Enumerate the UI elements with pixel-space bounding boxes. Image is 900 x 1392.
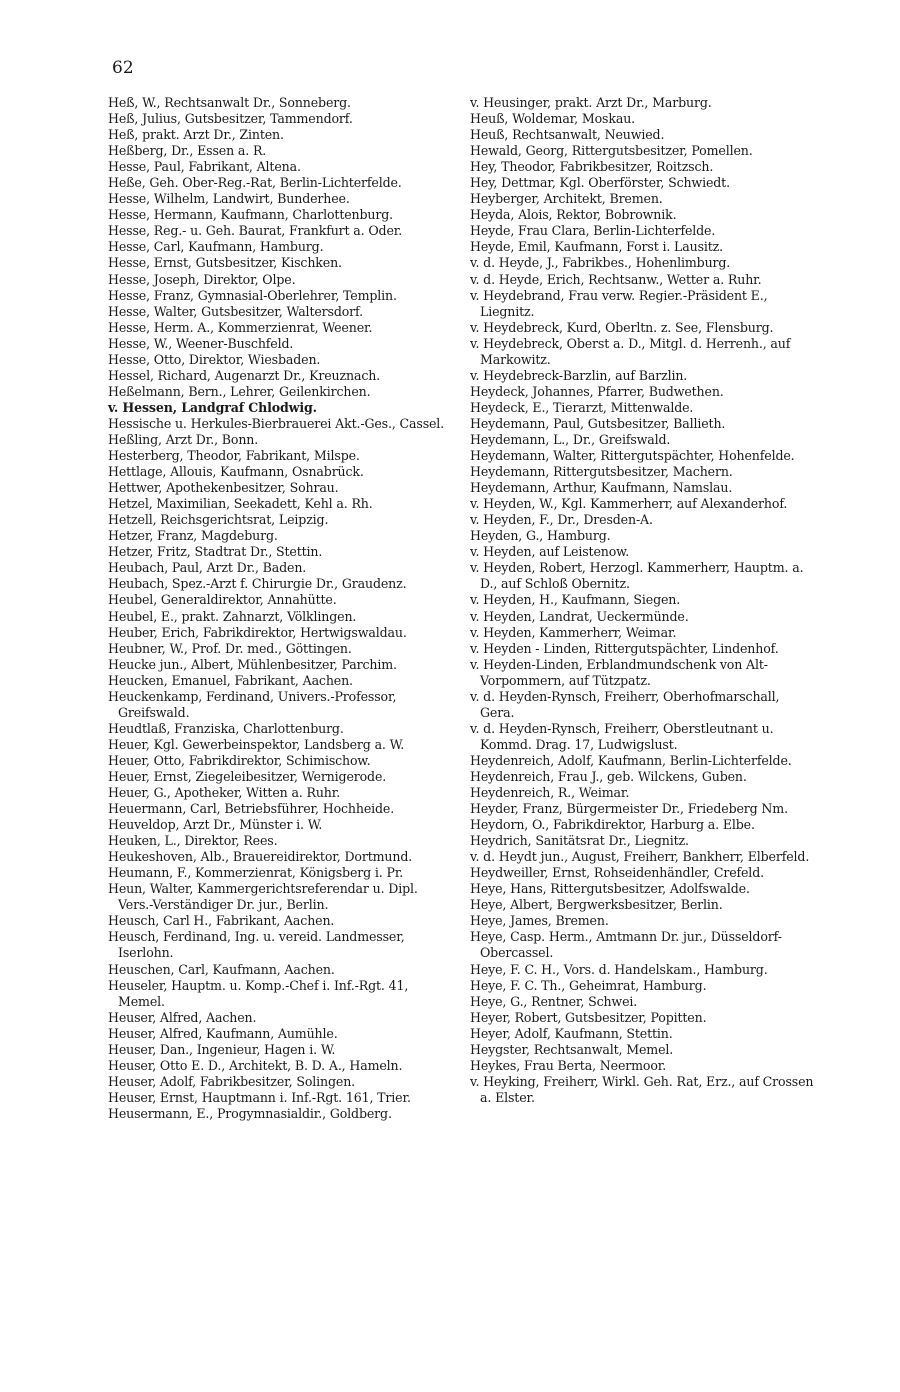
list-item: Hesse, Hermann, Kaufmann, Charlottenburg. bbox=[108, 207, 394, 223]
list-item: Heyer, Robert, Gutsbesitzer, Popitten. bbox=[470, 1009, 707, 1025]
list-item: Heusermann, E., Progymnasialdir., Goldberg. bbox=[108, 1105, 392, 1121]
list-item: Heye, Hans, Rittergutsbesitzer, Adolfswalde. bbox=[470, 881, 750, 897]
list-item: Heye, Albert, Bergwerksbesitzer, Berlin. bbox=[470, 897, 723, 913]
list-item: Heuer, Otto, Fabrikdirektor, Schimischow. bbox=[108, 752, 371, 768]
list-item: Heye, Casp. Herm., Amtmann Dr. jur., Düsseldorf-Obercassel. bbox=[470, 929, 782, 961]
list-item: v. d. Heyden-Rynsch, Freiherr, Oberstleutnant u. Kommd. Drag. 17, Ludwigslust. bbox=[470, 720, 774, 752]
list-item: v. Heyden-Linden, Erblandmundschenk von Alt-Vorpommern, auf Tützpatz. bbox=[470, 656, 768, 688]
list-item: Heyden, G., Hamburg. bbox=[470, 528, 611, 544]
right-column bbox=[470, 95, 815, 1106]
list-item: Heyde, Emil, Kaufmann, Forst i. Lausitz. bbox=[470, 239, 724, 255]
list-item: v. d. Heyde, Erich, Rechtsanw., Wetter a. Ruhr. bbox=[470, 271, 762, 287]
list-item: Heuken, L., Direktor, Rees. bbox=[108, 833, 278, 849]
list-item: v. Heydebreck-Barzlin, auf Barzlin. bbox=[470, 367, 688, 383]
list-item: Hetzer, Franz, Magdeburg. bbox=[108, 528, 278, 544]
list-item: v. Heyden, H., Kaufmann, Siegen. bbox=[470, 592, 681, 608]
list-item: Heye, G., Rentner, Schwei. bbox=[470, 993, 638, 1009]
list-item: Heuer, Kgl. Gewerbeinspektor, Landsberg a. W. bbox=[108, 736, 405, 752]
list-item: Heusch, Carl H., Fabrikant, Aachen. bbox=[108, 913, 335, 929]
list-item: Hettlage, Allouis, Kaufmann, Osnabrück. bbox=[108, 464, 364, 480]
list-item: Hesse, Walter, Gutsbesitzer, Waltersdorf. bbox=[108, 303, 363, 319]
list-item: Heuschen, Carl, Kaufmann, Aachen. bbox=[108, 961, 335, 977]
list-item: Heydenreich, R., Weimar. bbox=[470, 785, 630, 801]
list-item: Heusch, Ferdinand, Ing. u. vereid. Landmesser, Iserlohn. bbox=[108, 929, 405, 961]
list-item: Heuermann, Carl, Betriebsführer, Hochheide. bbox=[108, 801, 395, 817]
list-item: Heuß, Rechtsanwalt, Neuwied. bbox=[470, 127, 665, 143]
page-number: 62 bbox=[112, 58, 134, 78]
list-item: Heuser, Adolf, Fabrikbesitzer, Solingen. bbox=[108, 1073, 356, 1089]
list-item: Heumann, F., Kommerzienrat, Königsberg i. Pr. bbox=[108, 865, 404, 881]
list-item: v. Heyden - Linden, Rittergutspächter, Lindenhof. bbox=[470, 640, 779, 656]
list-item: Heyer, Adolf, Kaufmann, Stettin. bbox=[470, 1025, 673, 1041]
list-item: Heuser, Otto E. D., Architekt, B. D. A., Hameln. bbox=[108, 1057, 403, 1073]
list-item: Hetzer, Fritz, Stadtrat Dr., Stettin. bbox=[108, 544, 323, 560]
list-item: Heydemann, Walter, Rittergutspächter, Hohenfelde. bbox=[470, 448, 795, 464]
list-item: v. Heydebrand, Frau verw. Regier.-Präsident E., Liegnitz. bbox=[470, 287, 768, 319]
list-item: Heydweiller, Ernst, Rohseidenhändler, Crefeld. bbox=[470, 865, 764, 881]
list-item: Heye, James, Bremen. bbox=[470, 913, 609, 929]
list-item: Heuser, Dan., Ingenieur, Hagen i. W. bbox=[108, 1041, 336, 1057]
list-item: Hettwer, Apothekenbesitzer, Sohrau. bbox=[108, 480, 339, 496]
list-item: Heubel, Generaldirektor, Annahütte. bbox=[108, 592, 337, 608]
list-item: Hesse, Reg.- u. Geh. Baurat, Frankfurt a. Oder. bbox=[108, 223, 403, 239]
list-item: Heydemann, L., Dr., Greifswald. bbox=[470, 431, 671, 447]
list-item: Hesse, Ernst, Gutsbesitzer, Kischken. bbox=[108, 255, 342, 271]
list-item: Heydemann, Arthur, Kaufmann, Namslau. bbox=[470, 480, 733, 496]
list-item: v. Heydebreck, Kurd, Oberltn. z. See, Flensburg. bbox=[470, 319, 774, 335]
list-item: v. Heyden, Kammerherr, Weimar. bbox=[470, 624, 677, 640]
list-item: Heubach, Paul, Arzt Dr., Baden. bbox=[108, 560, 307, 576]
list-item: Heyberger, Architekt, Bremen. bbox=[470, 191, 663, 207]
list-item: Heucken, Emanuel, Fabrikant, Aachen. bbox=[108, 672, 353, 688]
list-item: Heukeshoven, Alb., Brauereidirektor, Dortmund. bbox=[108, 849, 413, 865]
list-item: Heye, F. C. H., Vors. d. Handelskam., Hamburg. bbox=[470, 961, 768, 977]
list-item: Heydenreich, Frau J., geb. Wilckens, Guben. bbox=[470, 768, 747, 784]
list-item: Heuseler, Hauptm. u. Komp.-Chef i. Inf.-Rgt. 41, Memel. bbox=[108, 977, 409, 1009]
list-item: v. Heyden, Robert, Herzogl. Kammerherr, Hauptm. a. D., auf Schloß Obernitz. bbox=[470, 560, 804, 592]
list-item: Hewald, Georg, Rittergutsbesitzer, Pomellen. bbox=[470, 143, 753, 159]
list-item: Hesse, Wilhelm, Landwirt, Bunderhee. bbox=[108, 191, 350, 207]
list-item: Hetzel, Maximilian, Seekadett, Kehl a. Rh. bbox=[108, 496, 373, 512]
list-item: Hesse, Franz, Gymnasial-Oberlehrer, Templin. bbox=[108, 287, 397, 303]
list-item: Heuser, Alfred, Kaufmann, Aumühle. bbox=[108, 1025, 338, 1041]
list-item: Heuveldop, Arzt Dr., Münster i. W. bbox=[108, 817, 323, 833]
list-item: Heyda, Alois, Rektor, Bobrownik. bbox=[470, 207, 677, 223]
list-item: Hesse, Joseph, Direktor, Olpe. bbox=[108, 271, 296, 287]
list-item: Heydrich, Sanitätsrat Dr., Liegnitz. bbox=[470, 833, 689, 849]
list-item: Heße, Geh. Ober-Reg.-Rat, Berlin-Lichterfelde. bbox=[108, 175, 402, 191]
list-item: Heuber, Erich, Fabrikdirektor, Hertwigswaldau. bbox=[108, 624, 407, 640]
list-item: Heydenreich, Adolf, Kaufmann, Berlin-Lichterfelde. bbox=[470, 752, 792, 768]
list-item: Heydemann, Rittergutsbesitzer, Machern. bbox=[470, 464, 733, 480]
list-item: Heucke jun., Albert, Mühlenbesitzer, Parchim. bbox=[108, 656, 397, 672]
list-item: v. Heyden, Landrat, Ueckermünde. bbox=[470, 608, 689, 624]
list-item: Heß, Julius, Gutsbesitzer, Tammendorf. bbox=[108, 111, 353, 127]
list-item: Heßberg, Dr., Essen a. R. bbox=[108, 143, 267, 159]
list-item: Heuer, Ernst, Ziegeleibesitzer, Wernigerode. bbox=[108, 768, 387, 784]
list-item: Heuser, Alfred, Aachen. bbox=[108, 1009, 257, 1025]
list-item: Heye, F. C. Th., Geheimrat, Hamburg. bbox=[470, 977, 707, 993]
list-item: v. Heusinger, prakt. Arzt Dr., Marburg. bbox=[470, 95, 712, 110]
list-item: Hesse, Herm. A., Kommerzienrat, Weener. bbox=[108, 319, 373, 335]
list-item: Heß, prakt. Arzt Dr., Zinten. bbox=[108, 127, 284, 143]
list-item: Heygster, Rechtsanwalt, Memel. bbox=[470, 1041, 674, 1057]
list-item: Hessische u. Herkules-Bierbrauerei Akt.-Ges., Cassel. bbox=[108, 415, 445, 431]
list-item: v. d. Heyden-Rynsch, Freiherr, Oberhofmarschall, Gera. bbox=[470, 688, 780, 720]
list-item: Heyder, Franz, Bürgermeister Dr., Friedeberg Nm. bbox=[470, 801, 788, 817]
list-item: Heubner, W., Prof. Dr. med., Göttingen. bbox=[108, 640, 352, 656]
list-item: v. Heydebreck, Oberst a. D., Mitgl. d. Herrenh., auf Markowitz. bbox=[470, 335, 791, 367]
list-item: Heykes, Frau Berta, Neermoor. bbox=[470, 1057, 667, 1073]
list-item: v. d. Heydt jun., August, Freiherr, Bankherr, Elberfeld. bbox=[470, 849, 810, 865]
list-item: Hessel, Richard, Augenarzt Dr., Kreuznach. bbox=[108, 367, 381, 383]
list-item: Hey, Theodor, Fabrikbesitzer, Roitzsch. bbox=[470, 159, 714, 175]
list-item: Heudtlaß, Franziska, Charlottenburg. bbox=[108, 720, 344, 736]
list-item: Heun, Walter, Kammergerichtsreferendar u. Dipl. Vers.-Verständiger Dr. jur., Berlin. bbox=[108, 881, 418, 913]
list-item: Hesse, Carl, Kaufmann, Hamburg. bbox=[108, 239, 324, 255]
list-item: v. d. Heyde, J., Fabrikbes., Hohenlimburg. bbox=[470, 255, 731, 271]
list-item: Hesse, W., Weener-Buschfeld. bbox=[108, 335, 294, 351]
list-item: v. Heyden, F., Dr., Dresden-A. bbox=[470, 512, 653, 528]
list-item: Hey, Dettmar, Kgl. Oberförster, Schwiedt. bbox=[470, 175, 730, 191]
list-item: Heydorn, O., Fabrikdirektor, Harburg a. Elbe. bbox=[470, 817, 755, 833]
list-item: Hetzell, Reichsgerichtsrat, Leipzig. bbox=[108, 512, 329, 528]
list-item: Heubach, Spez.-Arzt f. Chirurgie Dr., Graudenz. bbox=[108, 576, 407, 592]
list-item: v. Heyden, auf Leistenow. bbox=[470, 544, 630, 560]
list-item: Heßling, Arzt Dr., Bonn. bbox=[108, 431, 259, 447]
list-item: Heydeck, Johannes, Pfarrer, Budwethen. bbox=[470, 383, 724, 399]
list-item: Heuser, Ernst, Hauptmann i. Inf.-Rgt. 161, Trier. bbox=[108, 1089, 411, 1105]
list-item: Heyde, Frau Clara, Berlin-Lichterfelde. bbox=[470, 223, 716, 239]
list-item: v. Hessen, Landgraf Chlodwig. bbox=[108, 399, 317, 415]
list-item: Heydeck, E., Tierarzt, Mittenwalde. bbox=[470, 399, 694, 415]
list-item: Hesterberg, Theodor, Fabrikant, Milspe. bbox=[108, 448, 360, 464]
list-item: v. Heyden, W., Kgl. Kammerherr, auf Alexanderhof. bbox=[470, 496, 788, 512]
left-column bbox=[108, 95, 448, 1122]
list-item: Heubel, E., prakt. Zahnarzt, Völklingen. bbox=[108, 608, 357, 624]
list-item: v. Heyking, Freiherr, Wirkl. Geh. Rat, Erz., auf Crossen a. Elster. bbox=[470, 1073, 814, 1105]
list-item: Heydemann, Paul, Gutsbesitzer, Ballieth. bbox=[470, 415, 726, 431]
list-item: Heuer, G., Apotheker, Witten a. Ruhr. bbox=[108, 785, 341, 801]
list-item: Heß, W., Rechtsanwalt Dr., Sonneberg. bbox=[108, 95, 351, 110]
list-item: Heuckenkamp, Ferdinand, Univers.-Professor, Greifswald. bbox=[108, 688, 397, 720]
list-item: Heßelmann, Bern., Lehrer, Geilenkirchen. bbox=[108, 383, 371, 399]
list-item: Hesse, Paul, Fabrikant, Altena. bbox=[108, 159, 301, 175]
list-item: Heuß, Woldemar, Moskau. bbox=[470, 111, 636, 127]
list-item: Hesse, Otto, Direktor, Wiesbaden. bbox=[108, 351, 321, 367]
